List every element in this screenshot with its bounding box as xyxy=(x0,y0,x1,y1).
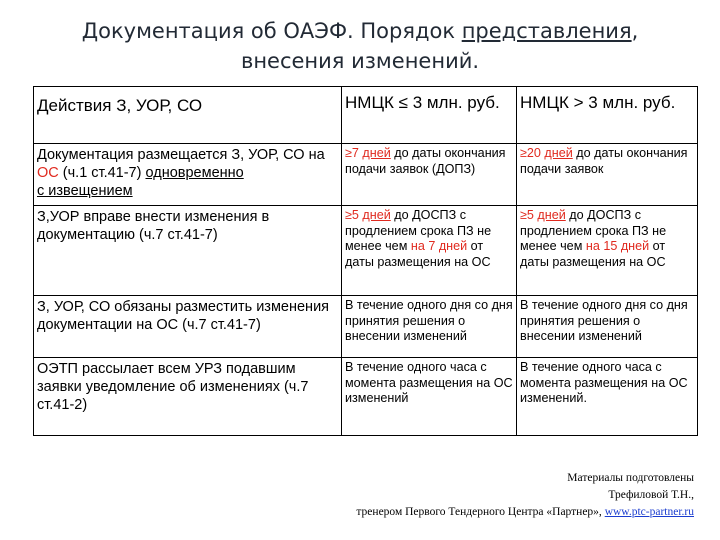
os-highlight: ОС xyxy=(37,165,59,181)
header-nmck-gt-3: НМЦК > 3 млн. руб. xyxy=(517,87,698,144)
procedure-table xyxy=(33,86,698,436)
header-nmck-le-3: НМЦК ≤ 3 млн. руб. xyxy=(342,87,517,144)
row-gt3-cell: В течение одного дня со дня принятия решения о внесении изменений xyxy=(517,296,698,358)
credits-line-1: Материалы подготовлены xyxy=(567,472,694,484)
title-line-2: внесения изменений. xyxy=(240,49,480,73)
row-gt3-cell: ≥5 дней до ДОСПЗ с продлением срока ПЗ не менее чем на 15 дней от даты размещения на ОС xyxy=(517,206,698,296)
row-action-cell: З, УОР, СО обязаны разместить изменения документации на ОС (ч.7 ст.41-7) xyxy=(34,296,342,358)
table-row xyxy=(34,358,698,436)
row-gt3-cell: В течение одного часа с момента размещения на ОС изменений. xyxy=(517,358,698,436)
header-actions: Действия З, УОР, СО xyxy=(34,87,342,144)
title-line-1: Документация об ОАЭФ. Порядок представления, xyxy=(81,19,639,43)
row-le3-cell: В течение одного часа с момента размещения на ОС изменений xyxy=(342,358,517,436)
title-underlined-word: представления xyxy=(461,19,632,43)
partner-site-link[interactable]: www.ptc-partner.ru xyxy=(604,506,694,518)
table-header-row xyxy=(34,87,698,144)
row-gt3-cell: ≥20 дней до даты окончания подачи заявок xyxy=(517,144,698,206)
row-le3-cell: ≥5 дней до ДОСПЗ с продлением срока ПЗ не менее чем на 7 дней от даты размещения на ОС xyxy=(342,206,517,296)
table-row xyxy=(34,296,698,358)
row-le3-cell: В течение одного дня со дня принятия решения о внесении изменений xyxy=(342,296,517,358)
credits-line-2: Трефиловой Т.Н., xyxy=(608,489,694,501)
row-le3-cell: ≥7 дней до даты окончания подачи заявок (ДОПЗ) xyxy=(342,144,517,206)
table-row xyxy=(34,206,698,296)
row-action-cell: ОЭТП рассылает всем УРЗ подавшим заявки уведомление об изменениях (ч.7 ст.41-2) xyxy=(34,358,342,436)
credits-line-3: тренером Первого Тендерного Центра «Партнер», www.ptc-partner.ru xyxy=(356,506,694,518)
slide-title xyxy=(40,16,680,76)
author-credits xyxy=(234,470,694,521)
row-action-cell: Документация размещается З, УОР, СО на ОС (ч.1 ст.41-7) одновременно с извещением xyxy=(34,144,342,206)
table-row xyxy=(34,144,698,206)
row-action-cell: З,УОР вправе внести изменения в документацию (ч.7 ст.41-7) xyxy=(34,206,342,296)
